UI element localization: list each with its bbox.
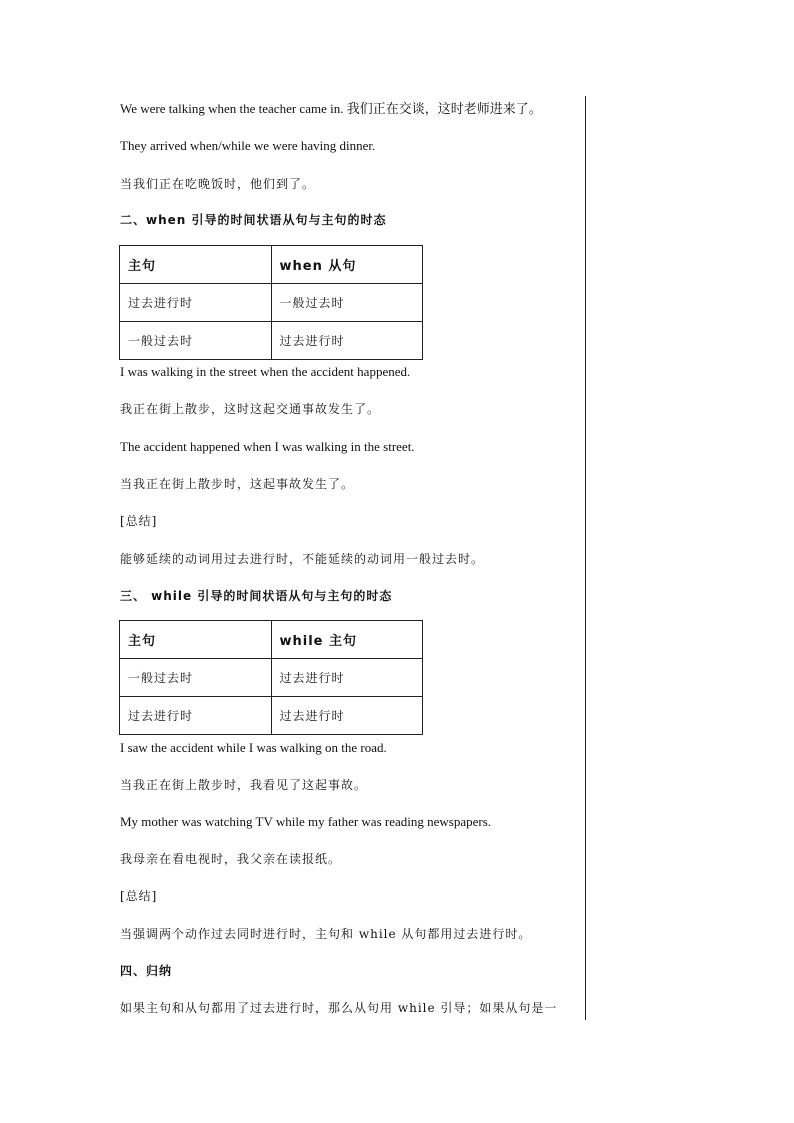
table-cell: 过去进行时 <box>120 697 272 735</box>
summary-label-1: [总结] <box>120 514 158 528</box>
translation-line-5: 当我正在街上散步时，我看见了这起事故。 <box>120 778 368 792</box>
summary-text-3: 如果主句和从句都用了过去进行时，那么从句用 while 引导；如果从句是一 <box>120 1001 558 1015</box>
table-cell: 过去进行时 <box>271 322 423 360</box>
table-row <box>120 322 423 360</box>
table-header-cell: 主句 <box>120 621 272 659</box>
table-header-cell: while 主句 <box>271 621 423 659</box>
example-line-5: I saw the accident while I was walking on the road. <box>120 740 387 755</box>
table-cell: 一般过去时 <box>120 322 272 360</box>
translation-line-6: 我母亲在看电视时，我父亲在读报纸。 <box>120 852 342 866</box>
table-header-row <box>120 246 423 284</box>
table-cell: 过去进行时 <box>271 697 423 735</box>
margin-rule <box>585 96 586 1020</box>
section-heading-when: 二、when 引导的时间状语从句与主句的时态 <box>120 213 387 227</box>
table-row <box>120 697 423 735</box>
table-row <box>120 284 423 322</box>
summary-text-2: 当强调两个动作过去同时进行时，主句和 while 从句都用过去进行时。 <box>120 927 532 941</box>
translation-line-4: 当我正在街上散步时，这起事故发生了。 <box>120 477 355 491</box>
table-cell: 一般过去时 <box>120 659 272 697</box>
summary-text-1: 能够延续的动词用过去进行时，不能延续的动词用一般过去时。 <box>120 552 485 566</box>
table-cell: 过去进行时 <box>120 284 272 322</box>
translation-line-2: 当我们正在吃晚饭时，他们到了。 <box>120 177 316 191</box>
example-line-4: The accident happened when I was walking in the street. <box>120 439 415 454</box>
translation-line-3: 我正在街上散步，这时这起交通事故发生了。 <box>120 402 381 416</box>
table-cell: 过去进行时 <box>271 659 423 697</box>
table-header-cell: 主句 <box>120 246 272 284</box>
table-while-tenses <box>119 620 423 735</box>
example-line-6: My mother was watching TV while my father was reading newspapers. <box>120 814 492 829</box>
summary-label-2: [总结] <box>120 889 158 903</box>
section-heading-while: 三、 while 引导的时间状语从句与主句的时态 <box>120 589 393 603</box>
example-line-3: I was walking in the street when the accident happened. <box>120 364 411 379</box>
table-cell: 一般过去时 <box>271 284 423 322</box>
table-header-cell: when 从句 <box>271 246 423 284</box>
example-line-1: We were talking when the teacher came in. 我们正在交谈，这时老师进来了。 <box>120 101 542 116</box>
table-row <box>120 659 423 697</box>
section-heading-summary: 四、归纳 <box>120 964 173 978</box>
table-header-row <box>120 621 423 659</box>
table-when-tenses <box>119 245 423 360</box>
example-line-2: They arrived when/while we were having dinner. <box>120 138 376 153</box>
